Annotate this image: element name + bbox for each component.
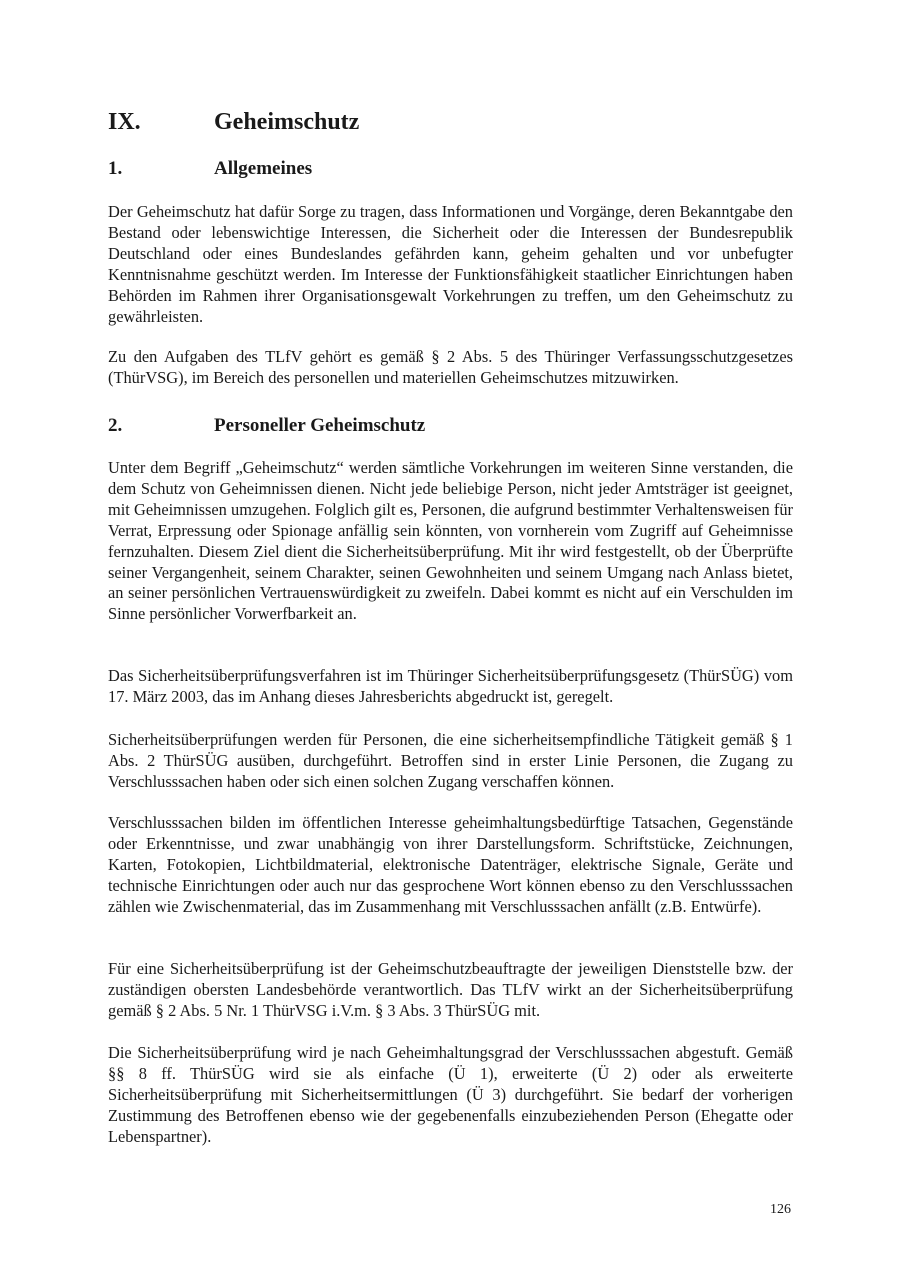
subsection-heading-personeller-geheimschutz <box>108 414 425 438</box>
paragraph: Sicherheitsüberprüfungen werden für Personen, die eine sicherheitsempfindliche Tätigkeit gemäß § 1 Abs. 2 ThürSÜG ausüben, durchgeführt. Betroffen sind in erster Linie Personen, die Zugang zu Verschlusssachen haben oder sich einen solchen Zugang verschaffen können. <box>108 730 793 791</box>
section-number: IX. <box>108 109 141 135</box>
paragraph: Zu den Aufgaben des TLfV gehört es gemäß § 2 Abs. 5 des Thüringer Verfassungsschutzgesetzes (ThürVSG), im Bereich des personellen und materiellen Geheimschutzes mitzuwirken. <box>108 347 793 387</box>
section-heading <box>108 107 359 137</box>
subsection-title: Personeller Geheimschutz <box>214 415 426 436</box>
subsection-heading-allgemeines <box>108 157 312 181</box>
paragraph: Das Sicherheitsüberprüfungsverfahren ist im Thüringer Sicherheitsüberprüfungsgesetz (ThürSÜG) vom 17. März 2003, das im Anhang dieses Jahresberichts abgedruckt ist, geregelt. <box>108 666 793 706</box>
subsection-title: Allgemeines <box>214 158 313 179</box>
paragraph: Für eine Sicherheitsüberprüfung ist der Geheimschutzbeauftragte der jeweiligen Dienststelle bzw. der zuständigen obersten Landesbehörde verantwortlich. Das TLfV wirkt an der Sicherheitsüberprüfung gemäß § 2 Abs. 5 Nr. 1 ThürVSG i.V.m. § 3 Abs. 3 ThürSÜG mit. <box>108 959 793 1020</box>
section-title: Geheimschutz <box>214 109 360 135</box>
paragraph: Die Sicherheitsüberprüfung wird je nach Geheimhaltungsgrad der Verschlusssachen abgestuft. Gemäß §§ 8 ff. ThürSÜG wird sie als einfache (Ü 1), erweiterte (Ü 2) oder als erweiterte Sicherheitsüberprüfung mit Sicherheitsermittlungen (Ü 3) durchgeführt. Sie bedarf der vorherigen Zustimmung des Betroffenen ebenso wie der gegebenenfalls einzubeziehenden Person (Ehegatte oder Lebenspartner). <box>108 1043 793 1146</box>
subsection-number: 1. <box>108 158 123 179</box>
subsection-number: 2. <box>108 415 123 436</box>
paragraph: Verschlusssachen bilden im öffentlichen Interesse geheimhaltungsbedürftige Tatsachen, Gegenstände oder Erkenntnisse, und zwar unabhängig von ihrer Darstellungsform. Schriftstücke, Zeichnungen, Karten, Fotokopien, Lichtbildmaterial, elektronische Datenträger, elektrische Signale, Geräte und technische Einrichtungen oder auch nur das gesprochene Wort können ebenso zu den Verschlusssachen zählen wie Zwischenmaterial, das im Zusammenhang mit Verschlusssachen anfällt (z.B. Entwürfe). <box>108 813 793 916</box>
page-number: 126 <box>770 1202 791 1217</box>
paragraph: Unter dem Begriff „Geheimschutz“ werden sämtliche Vorkehrungen im weiteren Sinne verstanden, die dem Schutz von Geheimnissen dienen. Nicht jede beliebige Person, nicht jeder Amtsträger ist geeignet, mit Geheimnissen umzugehen. Folglich gilt es, Personen, die aufgrund bestimmter Verhaltensweisen für Verrat, Erpressung oder Spionage anfällig sein könnten, von vornherein vom Zugriff auf Geheimnisse fernzuhalten. Diesem Ziel dient die Sicherheitsüberprüfung. Mit ihr wird festgestellt, ob der Überprüfte seiner Vergangenheit, seinem Charakter, seinen Gewohnheiten und seinem Umgang nach Anlass bietet, an seiner persönlichen Vertrauenswürdigkeit zu zweifeln. Dabei kommt es nicht auf ein Verschulden im Sinne persönlicher Vorwerfbarkeit an. <box>108 458 793 624</box>
paragraph: Der Geheimschutz hat dafür Sorge zu tragen, dass Informationen und Vorgänge, deren Bekanntgabe den Bestand oder lebenswichtige Interessen, die Sicherheit oder die Interessen der Bundesrepublik Deutschland oder eines Bundeslandes gefährden kann, geheim gehalten und vor unbefugter Kenntnisnahme geschützt werden. Im Interesse der Funktionsfähigkeit staatlicher Einrichtungen haben Behörden im Rahmen ihrer Organisationsgewalt Vorkehrungen zu treffen, um den Geheimschutz zu gewährleisten. <box>108 202 793 326</box>
